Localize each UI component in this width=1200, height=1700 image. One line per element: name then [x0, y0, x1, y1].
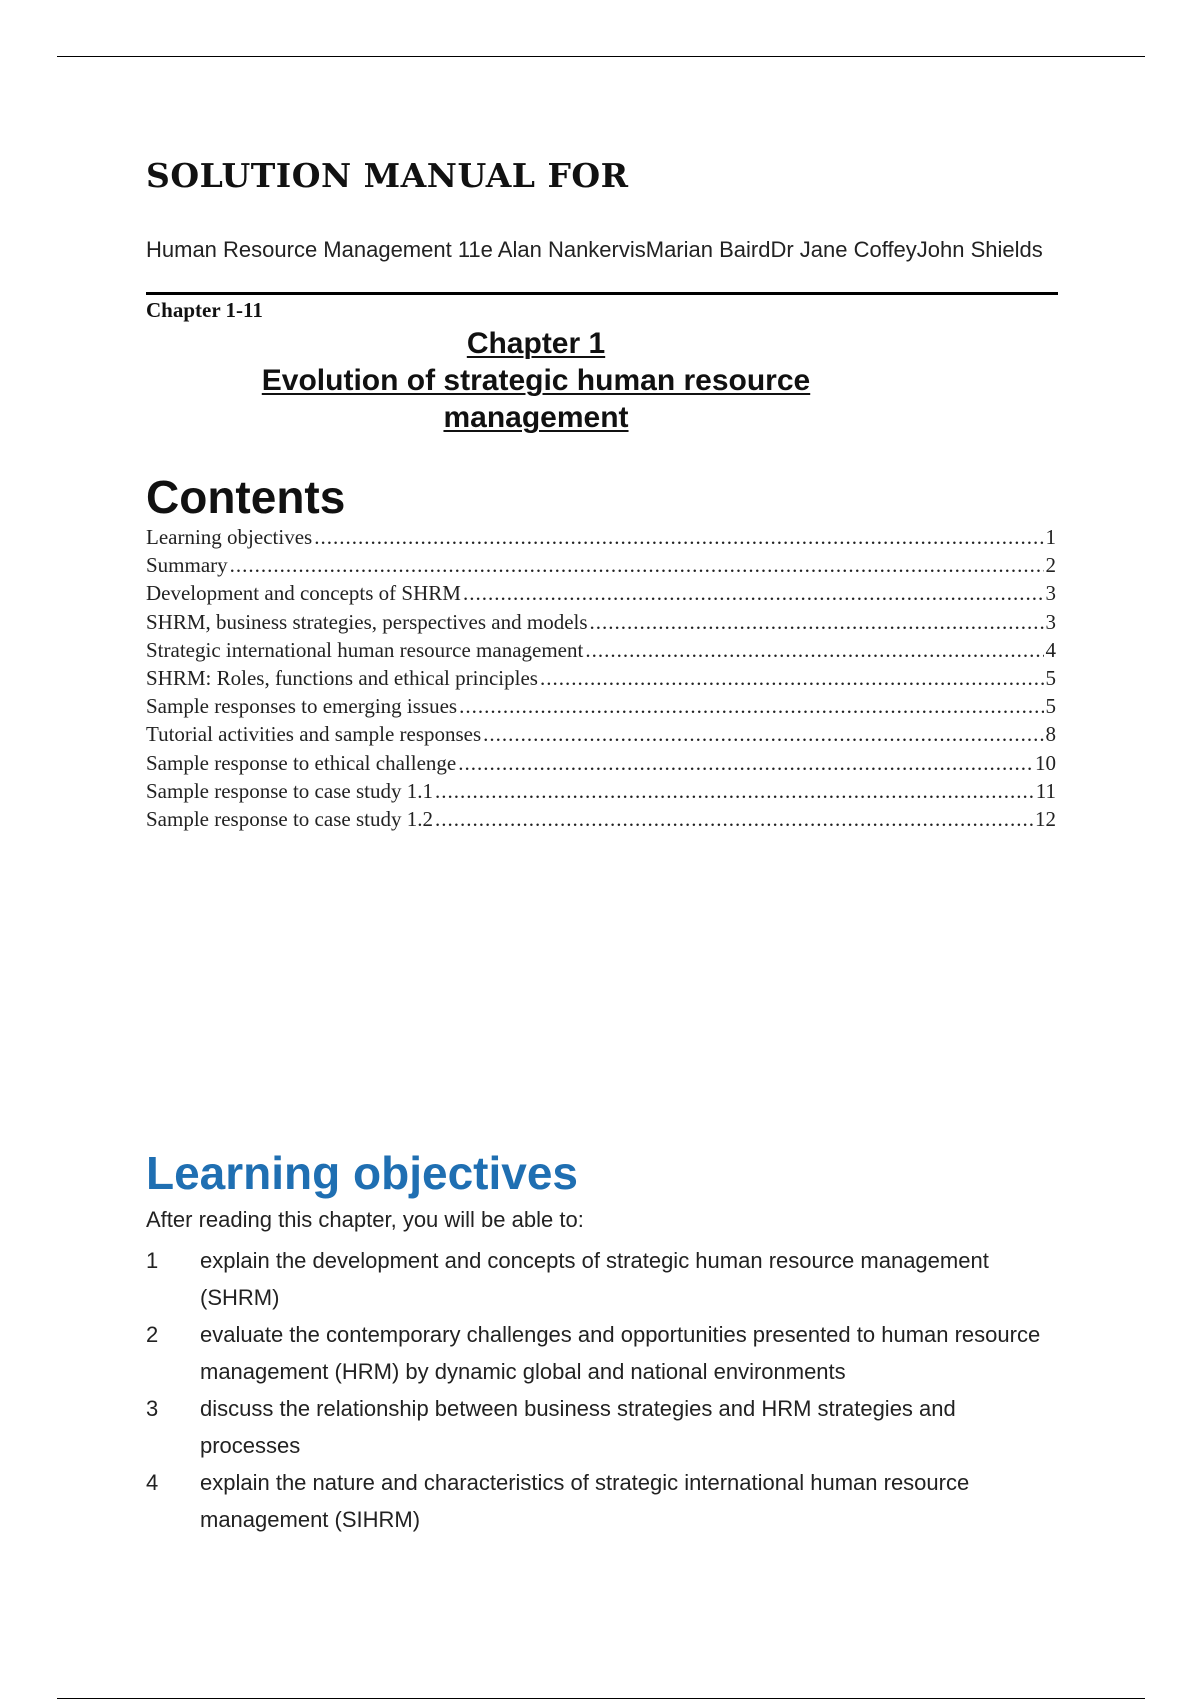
contents-heading: Contents: [146, 471, 346, 523]
toc-entry[interactable]: [146, 525, 1056, 553]
toc-entry-label: SHRM: Roles, functions and ethical principles: [146, 665, 538, 690]
chapter-heading: [146, 325, 926, 436]
learning-objectives-list: [146, 1242, 1056, 1538]
toc-dot-leader: [314, 525, 1043, 550]
top-rule: [57, 56, 1145, 57]
book-title: Human Resource Management 11e Alan NankervisMarian BairdDr Jane CoffeyJohn Shields: [146, 237, 1043, 262]
toc-entry-label: Sample response to ethical challenge: [146, 750, 457, 775]
toc-entry[interactable]: [146, 779, 1056, 807]
toc-entry-label: Sample response to case study 1.1: [146, 778, 433, 803]
toc-entry-label: SHRM, business strategies, perspectives and models: [146, 609, 588, 634]
toc-entry-page: 5: [1045, 694, 1056, 719]
learning-objectives-heading: Learning objectives: [146, 1147, 579, 1199]
toc-dot-leader: [435, 807, 1033, 832]
title-divider: [146, 292, 1058, 295]
toc-dot-leader: [590, 610, 1044, 635]
learning-objective-text: explain the development and concepts of strategic human resource management (SHRM): [200, 1248, 989, 1310]
learning-objective-item: [146, 1242, 1056, 1316]
toc-entry-label: Sample responses to emerging issues: [146, 694, 458, 719]
learning-objective-number: 2: [146, 1322, 159, 1347]
learning-objective-text: evaluate the contemporary challenges and opportunities presented to human resource management (HRM) by dynamic global and national environments: [200, 1322, 1041, 1384]
toc-entry[interactable]: [146, 751, 1056, 779]
toc-entry[interactable]: [146, 581, 1056, 609]
toc-dot-leader: [230, 553, 1044, 578]
chapter-range: Chapter 1-11: [146, 298, 263, 322]
learning-objective-text: discuss the relationship between business strategies and HRM strategies and processes: [200, 1396, 956, 1458]
toc-dot-leader: [463, 581, 1044, 606]
learning-objectives-intro: After reading this chapter, you will be able to:: [146, 1207, 584, 1232]
chapter-number: Chapter 1: [466, 327, 606, 360]
learning-objective-item: [146, 1390, 1056, 1464]
toc-entry-page: 4: [1045, 637, 1056, 662]
toc-entry[interactable]: [146, 694, 1056, 722]
toc-dot-leader: [459, 694, 1043, 719]
learning-objective-number: 1: [146, 1248, 159, 1273]
toc-entry-page: 2: [1045, 553, 1056, 578]
toc-entry-label: Development and concepts of SHRM: [146, 581, 461, 606]
toc-entry[interactable]: [146, 807, 1056, 835]
learning-objective-number: 4: [146, 1470, 159, 1495]
learning-objective-item: [146, 1464, 1056, 1538]
toc-entry[interactable]: [146, 638, 1056, 666]
chapter-title-line-1: Evolution of strategic human resource: [261, 364, 811, 397]
toc-entry[interactable]: [146, 610, 1056, 638]
bottom-rule: [57, 1698, 1145, 1699]
toc-dot-leader: [540, 666, 1044, 691]
toc-entry-page: 11: [1035, 778, 1056, 803]
toc-entry-page: 1: [1045, 525, 1056, 549]
learning-objective-text: explain the nature and characteristics of strategic international human resource management (SIHRM): [200, 1470, 970, 1532]
toc-entry-label: Strategic international human resource management: [146, 637, 584, 662]
toc-entry-label: Sample response to case study 1.2: [146, 806, 433, 831]
toc-entry-label: Tutorial activities and sample responses: [146, 722, 482, 747]
toc-entry-page: 8: [1045, 722, 1056, 747]
solution-manual-banner: SOLUTION MANUAL FOR: [146, 156, 629, 195]
toc-entry-label: Summary: [146, 553, 228, 578]
toc-entry[interactable]: [146, 722, 1056, 750]
toc-entry-label: Learning objectives: [146, 525, 313, 549]
toc-entry-page: 12: [1035, 806, 1056, 831]
toc-entry-page: 3: [1045, 609, 1056, 634]
toc-dot-leader: [458, 751, 1033, 776]
toc-entry[interactable]: [146, 666, 1056, 694]
toc-entry-page: 5: [1045, 665, 1056, 690]
table-of-contents: [146, 525, 1056, 835]
toc-entry-page: 10: [1035, 750, 1056, 775]
toc-dot-leader: [483, 722, 1043, 747]
learning-objective-item: [146, 1316, 1056, 1390]
chapter-title-line-2: management: [443, 401, 629, 434]
toc-entry-page: 3: [1045, 581, 1056, 606]
learning-objective-number: 3: [146, 1396, 159, 1421]
toc-dot-leader: [435, 779, 1034, 804]
toc-entry[interactable]: [146, 553, 1056, 581]
toc-dot-leader: [585, 638, 1043, 663]
